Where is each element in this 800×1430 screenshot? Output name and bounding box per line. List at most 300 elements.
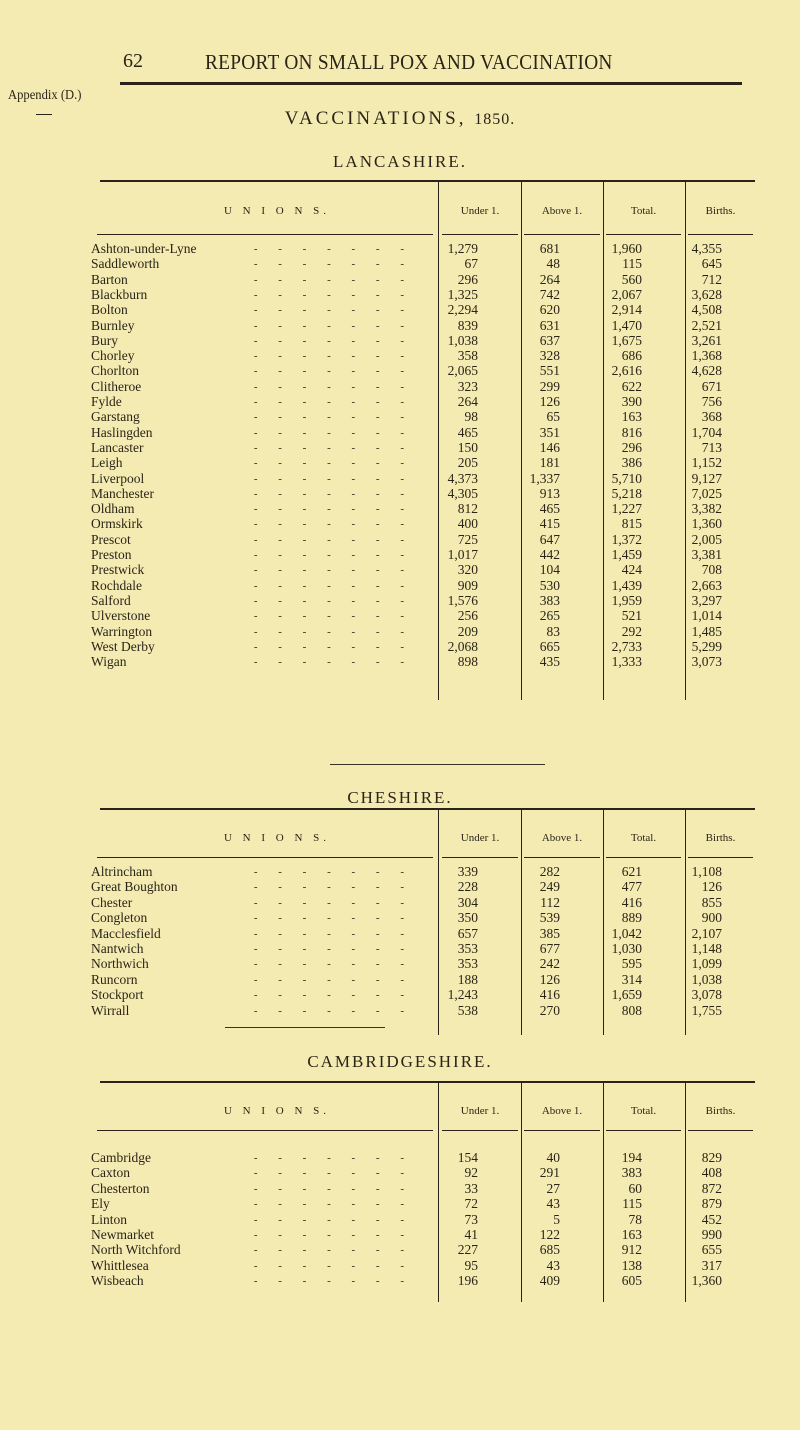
table-row (0, 640, 800, 654)
births-value: 7,025 (691, 485, 722, 501)
union-cell (91, 1243, 413, 1257)
total-value: 1,459 (611, 547, 642, 562)
total-value: 622 (621, 378, 642, 394)
births-value: 4,355 (691, 241, 722, 256)
under-1-value: 92 (464, 1165, 478, 1181)
union-name: Altrincham (91, 864, 153, 879)
under-1-value: 1,243 (447, 987, 478, 1003)
leader-dots: - - - - - - - (253, 304, 413, 317)
table-row (0, 1274, 800, 1288)
section-divider (330, 764, 545, 765)
total-value: 383 (621, 1165, 642, 1181)
leader-dots: - - - - - - - (253, 1182, 413, 1195)
union-cell (91, 273, 413, 287)
union-name: Ashton-under-Lyne (91, 241, 197, 256)
under-1-value: 323 (457, 378, 478, 394)
leader-dots: - - - - - - - (253, 411, 413, 424)
births-value: 990 (701, 1227, 722, 1242)
births-value: 3,261 (691, 332, 722, 348)
union-name: Fylde (91, 394, 122, 409)
total-value: 416 (621, 894, 642, 910)
table-row (0, 1228, 800, 1242)
total-value: 815 (621, 516, 642, 532)
total-value: 2,616 (611, 363, 642, 379)
above-1-value: 631 (539, 317, 560, 333)
union-cell (91, 426, 413, 440)
table-row (0, 655, 800, 669)
union-name: Garstang (91, 409, 140, 425)
union-cell (91, 257, 413, 271)
union-name: West Derby (91, 638, 155, 654)
column-header-unions: U N I O N S. (223, 832, 331, 844)
table-row (0, 472, 800, 486)
union-cell (91, 472, 413, 486)
births-value: 712 (701, 271, 722, 287)
births-value: 2,005 (691, 531, 722, 547)
total-value: 808 (621, 1002, 642, 1018)
union-name: Wisbeach (91, 1273, 144, 1289)
page-title (0, 108, 800, 130)
table-row (0, 942, 800, 956)
total-value: 912 (621, 1242, 642, 1258)
table-row (0, 1213, 800, 1227)
union-cell (91, 1197, 413, 1211)
table-row (0, 456, 800, 470)
table-top-rule (100, 808, 755, 810)
leader-dots: - - - - - - - (253, 912, 413, 925)
above-1-value: 416 (539, 987, 560, 1003)
under-1-value: 228 (457, 879, 478, 895)
union-cell (91, 1259, 413, 1273)
above-1-value: 112 (540, 894, 560, 910)
union-cell (91, 242, 413, 256)
union-name: Burnley (91, 317, 135, 333)
total-value: 621 (621, 864, 642, 879)
total-value: 1,960 (611, 241, 642, 256)
total-value: 2,733 (611, 638, 642, 654)
union-name: Preston (91, 547, 132, 562)
births-value: 452 (701, 1211, 722, 1227)
leader-dots: - - - - - - - (253, 564, 413, 577)
leader-dots: - - - - - - - (253, 258, 413, 271)
under-1-value: 358 (457, 348, 478, 364)
leader-dots: - - - - - - - (253, 243, 413, 255)
table-row (0, 579, 800, 593)
leader-dots: - - - - - - - (253, 610, 413, 623)
column-header-total: Total. (630, 832, 657, 844)
union-cell (91, 502, 413, 516)
births-value: 3,073 (691, 654, 722, 670)
column-header-under1: Under 1. (460, 1105, 500, 1117)
leader-dots: - - - - - - - (253, 927, 413, 940)
union-name: Bolton (91, 302, 128, 318)
total-value: 816 (621, 424, 642, 440)
total-value: 138 (621, 1257, 642, 1273)
title-year: 1850. (474, 111, 516, 128)
section-divider (225, 1027, 385, 1028)
total-value: 296 (621, 439, 642, 455)
total-value: 1,439 (611, 577, 642, 593)
union-cell (91, 957, 413, 971)
total-value: 2,067 (611, 286, 642, 302)
above-1-value: 681 (539, 241, 560, 256)
under-1-value: 33 (464, 1180, 478, 1196)
above-1-value: 48 (546, 256, 560, 272)
header-underline (524, 857, 600, 858)
births-value: 645 (701, 256, 722, 272)
union-name: Leigh (91, 455, 123, 471)
leader-dots: - - - - - - - (253, 656, 413, 669)
total-value: 1,030 (611, 941, 642, 956)
above-1-value: 539 (539, 910, 560, 926)
table-row (0, 927, 800, 941)
under-1-value: 4,373 (447, 470, 478, 486)
table-row (0, 502, 800, 516)
table-top-rule (100, 180, 755, 182)
union-cell (91, 441, 413, 455)
above-1-value: 677 (539, 941, 560, 956)
table-row (0, 303, 800, 317)
leader-dots: - - - - - - - (253, 1152, 413, 1164)
union-cell (91, 579, 413, 593)
total-value: 889 (621, 910, 642, 926)
above-1-value: 282 (539, 864, 560, 879)
union-cell (91, 380, 413, 394)
under-1-value: 209 (457, 623, 478, 639)
births-value: 900 (701, 910, 722, 926)
leader-dots: - - - - - - - (253, 503, 413, 516)
births-value: 408 (701, 1165, 722, 1181)
leader-dots: - - - - - - - (253, 594, 413, 607)
union-cell (91, 1004, 413, 1018)
above-1-value: 270 (539, 1002, 560, 1018)
births-value: 1,485 (691, 623, 722, 639)
leader-dots: - - - - - - - (253, 487, 413, 500)
under-1-value: 150 (457, 439, 478, 455)
table-row (0, 1243, 800, 1257)
leader-dots: - - - - - - - (253, 579, 413, 592)
table-row (0, 517, 800, 531)
leader-dots: - - - - - - - (253, 958, 413, 971)
union-cell (91, 655, 413, 669)
under-1-value: 1,325 (447, 286, 478, 302)
union-name: Saddleworth (91, 256, 160, 272)
title-text: VACCINATIONS, (284, 108, 467, 129)
table-row (0, 257, 800, 271)
under-1-value: 264 (457, 394, 478, 409)
leader-dots: - - - - - - - (253, 396, 413, 408)
column-header-total: Total. (630, 205, 657, 217)
union-name: Chorley (91, 348, 135, 364)
leader-dots: - - - - - - - (253, 273, 413, 286)
table-row (0, 395, 800, 409)
union-cell (91, 1228, 413, 1242)
union-name: Chester (91, 894, 133, 910)
table-row (0, 594, 800, 608)
header-underline (524, 1130, 600, 1131)
union-name: Rochdale (91, 577, 142, 593)
total-value: 194 (621, 1150, 642, 1165)
union-name: Wirrall (91, 1002, 130, 1018)
union-cell (91, 303, 413, 317)
under-1-value: 839 (457, 317, 478, 333)
total-value: 605 (621, 1273, 642, 1289)
births-value: 671 (701, 378, 722, 394)
under-1-value: 2,068 (447, 638, 478, 654)
union-cell (91, 334, 413, 348)
table-row (0, 973, 800, 987)
column-header-above1: Above 1. (541, 205, 583, 217)
union-cell (91, 517, 413, 531)
under-1-value: 196 (457, 1273, 478, 1289)
table-row (0, 1166, 800, 1180)
union-cell (91, 942, 413, 956)
leader-dots: - - - - - - - (253, 625, 413, 638)
above-1-value: 265 (539, 608, 560, 624)
union-name: Ulverstone (91, 608, 151, 624)
above-1-value: 83 (546, 623, 560, 639)
total-value: 292 (621, 623, 642, 639)
births-value: 1,755 (691, 1002, 722, 1018)
union-name: Prescot (91, 531, 131, 547)
under-1-value: 812 (457, 501, 478, 517)
union-name: Runcorn (91, 971, 138, 987)
union-name: Oldham (91, 501, 135, 517)
union-cell (91, 1274, 413, 1288)
total-value: 1,372 (611, 531, 642, 547)
column-header-births: Births. (705, 832, 736, 844)
leader-dots: - - - - - - - (253, 943, 413, 955)
column-header-births: Births. (705, 1105, 736, 1117)
under-1-value: 909 (457, 577, 478, 593)
leader-dots: - - - - - - - (253, 881, 413, 894)
above-1-value: 620 (539, 302, 560, 318)
union-cell (91, 288, 413, 302)
table-row (0, 957, 800, 971)
union-name: Liverpool (91, 470, 145, 486)
header-underline (442, 234, 518, 235)
header-underline (442, 1130, 518, 1131)
above-1-value: 665 (539, 638, 560, 654)
column-header-unions: U N I O N S. (223, 1105, 331, 1117)
births-value: 9,127 (691, 470, 722, 486)
table-row (0, 988, 800, 1002)
under-1-value: 1,576 (447, 592, 478, 608)
births-value: 708 (701, 562, 722, 578)
above-1-value: 181 (539, 455, 560, 471)
total-value: 386 (621, 455, 642, 471)
leader-dots: - - - - - - - (253, 319, 413, 332)
union-cell (91, 487, 413, 501)
header-underline (97, 857, 433, 858)
leader-dots: - - - - - - - (253, 1198, 413, 1211)
above-1-value: 126 (539, 394, 560, 409)
births-value: 368 (701, 409, 722, 425)
table-row (0, 441, 800, 455)
under-1-value: 320 (457, 562, 478, 578)
under-1-value: 538 (457, 1002, 478, 1018)
county-title: CAMBRIDGESHIRE. (307, 1052, 493, 1071)
under-1-value: 154 (457, 1150, 478, 1165)
table-row (0, 548, 800, 562)
total-value: 686 (621, 348, 642, 364)
births-value: 829 (701, 1150, 722, 1165)
table-row (0, 349, 800, 363)
union-cell (91, 896, 413, 910)
column-header-above1: Above 1. (541, 1105, 583, 1117)
union-cell (91, 1182, 413, 1196)
births-value: 1,368 (691, 348, 722, 364)
under-1-value: 4,305 (447, 485, 478, 501)
births-value: 756 (701, 394, 722, 409)
table-row (0, 533, 800, 547)
under-1-value: 304 (457, 894, 478, 910)
table-row (0, 1197, 800, 1211)
union-name: Warrington (91, 623, 153, 639)
births-value: 872 (701, 1180, 722, 1196)
total-value: 1,659 (611, 987, 642, 1003)
births-value: 5,299 (691, 638, 722, 654)
total-value: 115 (622, 256, 642, 272)
above-1-value: 40 (546, 1150, 560, 1165)
births-value: 1,360 (691, 516, 722, 532)
under-1-value: 465 (457, 424, 478, 440)
union-name: Ormskirk (91, 516, 143, 532)
union-cell (91, 594, 413, 608)
leader-dots: - - - - - - - (253, 640, 413, 653)
under-1-value: 205 (457, 455, 478, 471)
leader-dots: - - - - - - - (253, 365, 413, 378)
table-row (0, 334, 800, 348)
column-header-above1: Above 1. (541, 832, 583, 844)
above-1-value: 415 (539, 516, 560, 532)
union-cell (91, 1213, 413, 1227)
table-top-rule (100, 1081, 755, 1083)
births-value: 1,148 (691, 941, 722, 956)
above-1-value: 43 (546, 1257, 560, 1273)
table-row (0, 410, 800, 424)
leader-dots: - - - - - - - (253, 457, 413, 470)
union-cell (91, 609, 413, 623)
column-header-total: Total. (630, 1105, 657, 1117)
union-name: Clitheroe (91, 378, 142, 394)
running-title: REPORT ON SMALL POX AND VACCINATION (205, 50, 613, 74)
above-1-value: 351 (539, 424, 560, 440)
county-title: CHESHIRE. (347, 788, 453, 807)
union-cell (91, 988, 413, 1002)
above-1-value: 637 (539, 332, 560, 348)
under-1-value: 1,038 (447, 332, 478, 348)
total-value: 60 (628, 1180, 642, 1196)
leader-dots: - - - - - - - (253, 973, 413, 986)
union-name: Manchester (91, 485, 154, 501)
union-cell (91, 548, 413, 562)
leader-dots: - - - - - - - (253, 426, 413, 439)
above-1-value: 242 (539, 956, 560, 972)
union-name: Prestwick (91, 562, 145, 578)
above-1-value: 383 (539, 592, 560, 608)
above-1-value: 299 (539, 378, 560, 394)
under-1-value: 725 (457, 531, 478, 547)
births-value: 1,014 (691, 608, 722, 624)
births-value: 879 (701, 1196, 722, 1212)
above-1-value: 5 (553, 1211, 560, 1227)
total-value: 1,042 (611, 925, 642, 941)
header-rule (120, 82, 742, 85)
births-value: 2,521 (691, 317, 722, 333)
union-name: Nantwich (91, 941, 144, 956)
union-cell (91, 865, 413, 879)
header-underline (442, 857, 518, 858)
union-cell (91, 625, 413, 639)
above-1-value: 530 (539, 577, 560, 593)
table-row (0, 1182, 800, 1196)
above-1-value: 1,337 (529, 470, 560, 486)
above-1-value: 409 (539, 1273, 560, 1289)
union-name: Chesterton (91, 1180, 150, 1196)
table-row (0, 288, 800, 302)
total-value: 163 (621, 1227, 642, 1242)
total-value: 1,227 (611, 501, 642, 517)
total-value: 1,333 (611, 654, 642, 670)
total-value: 314 (621, 971, 642, 987)
header-underline (97, 234, 433, 235)
leader-dots: - - - - - - - (253, 549, 413, 561)
above-1-value: 913 (539, 485, 560, 501)
leader-dots: - - - - - - - (253, 1167, 413, 1180)
table-row (0, 380, 800, 394)
under-1-value: 898 (457, 654, 478, 670)
leader-dots: - - - - - - - (253, 472, 413, 485)
above-1-value: 742 (539, 286, 560, 302)
above-1-value: 146 (539, 439, 560, 455)
total-value: 115 (622, 1196, 642, 1212)
union-cell (91, 456, 413, 470)
births-value: 3,078 (691, 987, 722, 1003)
births-value: 1,038 (691, 971, 722, 987)
births-value: 4,508 (691, 302, 722, 318)
under-1-value: 2,065 (447, 363, 478, 379)
births-value: 3,382 (691, 501, 722, 517)
above-1-value: 385 (539, 925, 560, 941)
under-1-value: 1,279 (447, 241, 478, 256)
leader-dots: - - - - - - - (253, 1004, 413, 1017)
births-value: 1,108 (691, 864, 722, 879)
table-row (0, 1004, 800, 1018)
under-1-value: 339 (457, 864, 478, 879)
under-1-value: 98 (464, 409, 478, 425)
under-1-value: 353 (457, 956, 478, 972)
union-name: Haslingden (91, 424, 153, 440)
leader-dots: - - - - - - - (253, 533, 413, 546)
under-1-value: 41 (464, 1227, 478, 1242)
under-1-value: 2,294 (447, 302, 478, 318)
union-name: Salford (91, 592, 131, 608)
under-1-value: 188 (457, 971, 478, 987)
births-value: 3,297 (691, 592, 722, 608)
table-row (0, 364, 800, 378)
header-underline (606, 857, 681, 858)
under-1-value: 227 (457, 1242, 478, 1258)
under-1-value: 400 (457, 516, 478, 532)
total-value: 595 (621, 956, 642, 972)
under-1-value: 95 (464, 1257, 478, 1273)
union-name: Newmarket (91, 1227, 154, 1242)
above-1-value: 43 (546, 1196, 560, 1212)
table-row (0, 487, 800, 501)
union-cell (91, 410, 413, 424)
column-header-births: Births. (705, 205, 736, 217)
